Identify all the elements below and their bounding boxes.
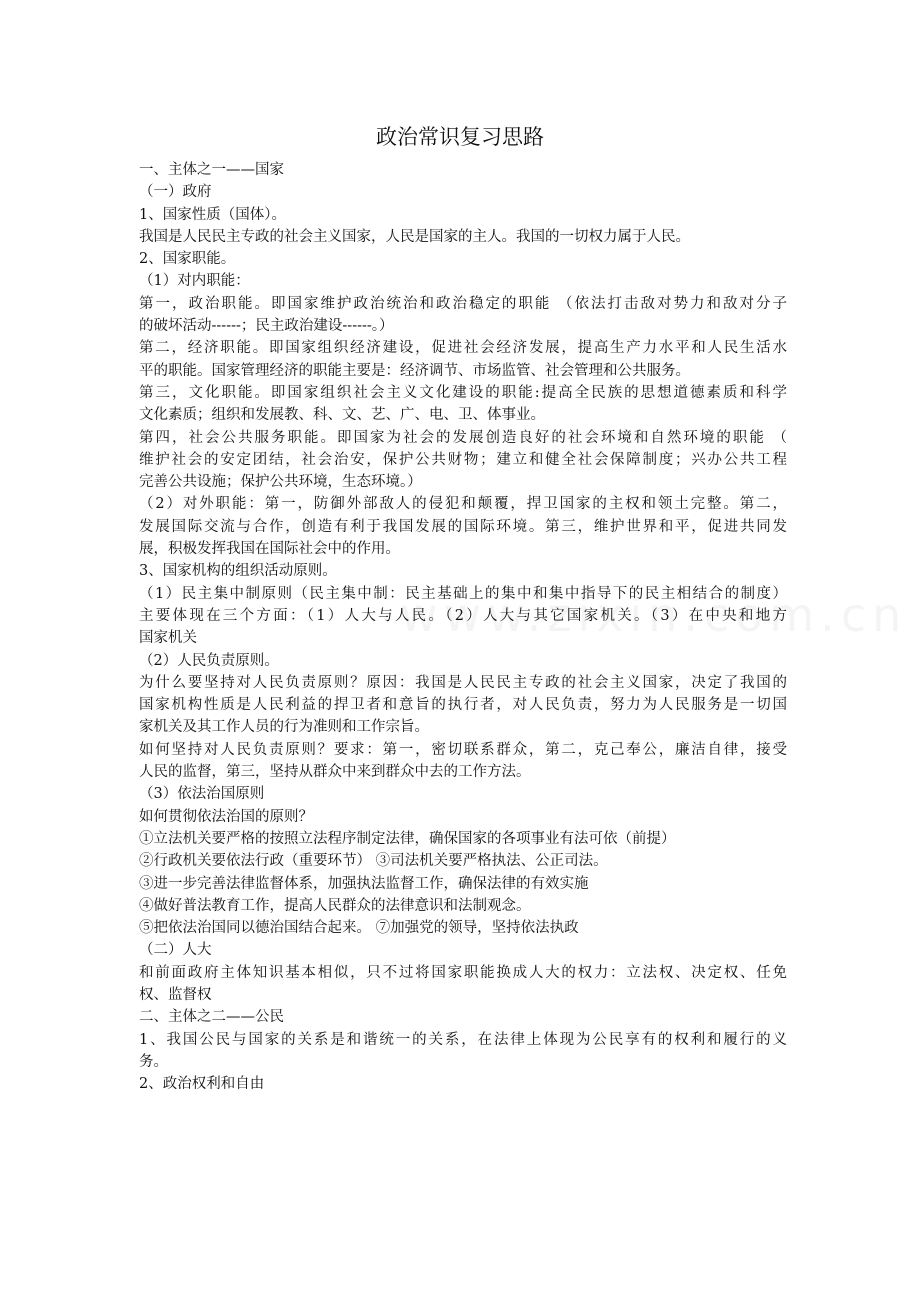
text-line: 国家机构性质是人民利益的捍卫者和意旨的执行者，对人民负责，努力为人民服务是一切国 [139, 697, 787, 714]
text-line: （1）民主集中制原则（民主集中制：民主基础上的集中和集中指导下的民主相结合的制度） [139, 585, 787, 602]
text-line: 1、我国公民与国家的关系是和谐统一的关系，在法律上体现为公民享有的权利和履行的义 [139, 1031, 787, 1048]
text-line: 发展国际交流与合作，创造有利于我国发展的国际环境。第三，维护世界和平，促进共同发 [139, 518, 787, 535]
text-line: 1、国家性质（国体）。 [139, 206, 286, 223]
text-line: 人民的监督，第三，坚持从群众中来到群众中去的工作方法。 [139, 764, 531, 781]
text-line: ③进一步完善法律监督体系，加强执法监督工作，确保法律的有效实施 [139, 875, 589, 892]
text-line: 2、国家职能。 [139, 251, 236, 268]
text-line: 文化素质；组织和发展教、科、文、艺、广、电、卫、体事业。 [139, 407, 545, 424]
text-line: 维护社会的安定团结，社会治安，保护公共财物；建立和健全社会保障制度；兴办公共工程 [139, 451, 787, 468]
text-line: 展，积极发挥我国在国际社会中的作用。 [139, 541, 400, 558]
text-line: （1）对内职能： [139, 273, 250, 290]
text-line: 权、监督权 [139, 986, 212, 1003]
text-line: （2）人民负责原则。 [139, 652, 279, 669]
text-line: 第三，文化职能。即国家组织社会主义文化建设的职能:提高全民族的思想道德素质和科学 [139, 384, 787, 401]
text-line: 主要体现在三个方面：（1）人大与人民。（2）人大与其它国家机关。（3）在中央和地方 [139, 607, 787, 624]
document-title: 政治常识复习思路 [376, 125, 544, 149]
text-line: 完善公共设施；保护公共环境，生态环境。） [139, 474, 422, 491]
text-line: 为什么要坚持对人民负责原则？原因：我国是人民民主专政的社会主义国家，决定了我国的 [139, 674, 787, 691]
text-line: 二、主体之二——公民 [139, 1009, 284, 1026]
text-line: 我国是人民民主专政的社会主义国家，人民是国家的主人。我国的一切权力属于人民。 [139, 228, 690, 245]
text-line: ⑤把依法治国同以德治国结合起来。 ⑦加强党的领导，坚持依法执政 [139, 920, 579, 937]
text-line: （3）依法治国原则 [139, 786, 265, 803]
text-line: （2）对外职能：第一，防御外部敌人的侵犯和颠覆，捍卫国家的主权和领土完整。第二， [139, 496, 787, 513]
text-line: 国家机关 [139, 630, 197, 647]
text-line: 2、政治权利和自由 [139, 1076, 265, 1093]
text-line: ①立法机关要严格的按照立法程序制定法律，确保国家的各项事业有法可依（前提） [139, 830, 676, 847]
text-line: ②行政机关要依法行政（重要环节） ③司法机关要严格执法、公正司法。 [139, 853, 608, 870]
text-line: 第二，经济职能。即国家组织经济建设，促进社会经济发展，提高生产力水平和人民生活水 [139, 340, 787, 357]
text-line: （二）人大 [139, 942, 212, 959]
text-line: 平的职能。国家管理经济的职能主要是：经济调节、市场监管、社会管理和公共服务。 [139, 362, 690, 379]
text-line: 的破坏活动------；民主政治建设------。） [139, 318, 394, 335]
document-body [139, 159, 787, 1095]
text-line: 如何贯彻依法治国的原则？ [139, 808, 313, 825]
text-line: 3、国家机构的组织活动原则。 [139, 563, 337, 580]
text-line: ④做好普法教育工作，提高人民群众的法律意识和法制观念。 [139, 897, 531, 914]
text-line: 一、主体之一——国家 [139, 162, 284, 178]
text-line: 第四，社会公共服务职能。即国家为社会的发展创造良好的社会环境和自然环境的职能 （ [139, 429, 787, 446]
text-line: 家机关及其工作人员的行为准则和工作宗旨。 [139, 719, 429, 736]
text-line: 务。 [139, 1053, 168, 1070]
text-line: 和前面政府主体知识基本相似，只不过将国家职能换成人大的权力：立法权、决定权、任免 [139, 964, 787, 981]
text-line: 如何坚持对人民负责原则？要求：第一，密切联系群众，第二，克己奉公，廉洁自律，接受 [139, 741, 787, 758]
text-line: 第一，政治职能。即国家维护政治统治和政治稳定的职能 （依法打击敌对势力和敌对分子 [139, 295, 787, 312]
text-line: （一）政府 [139, 184, 212, 201]
